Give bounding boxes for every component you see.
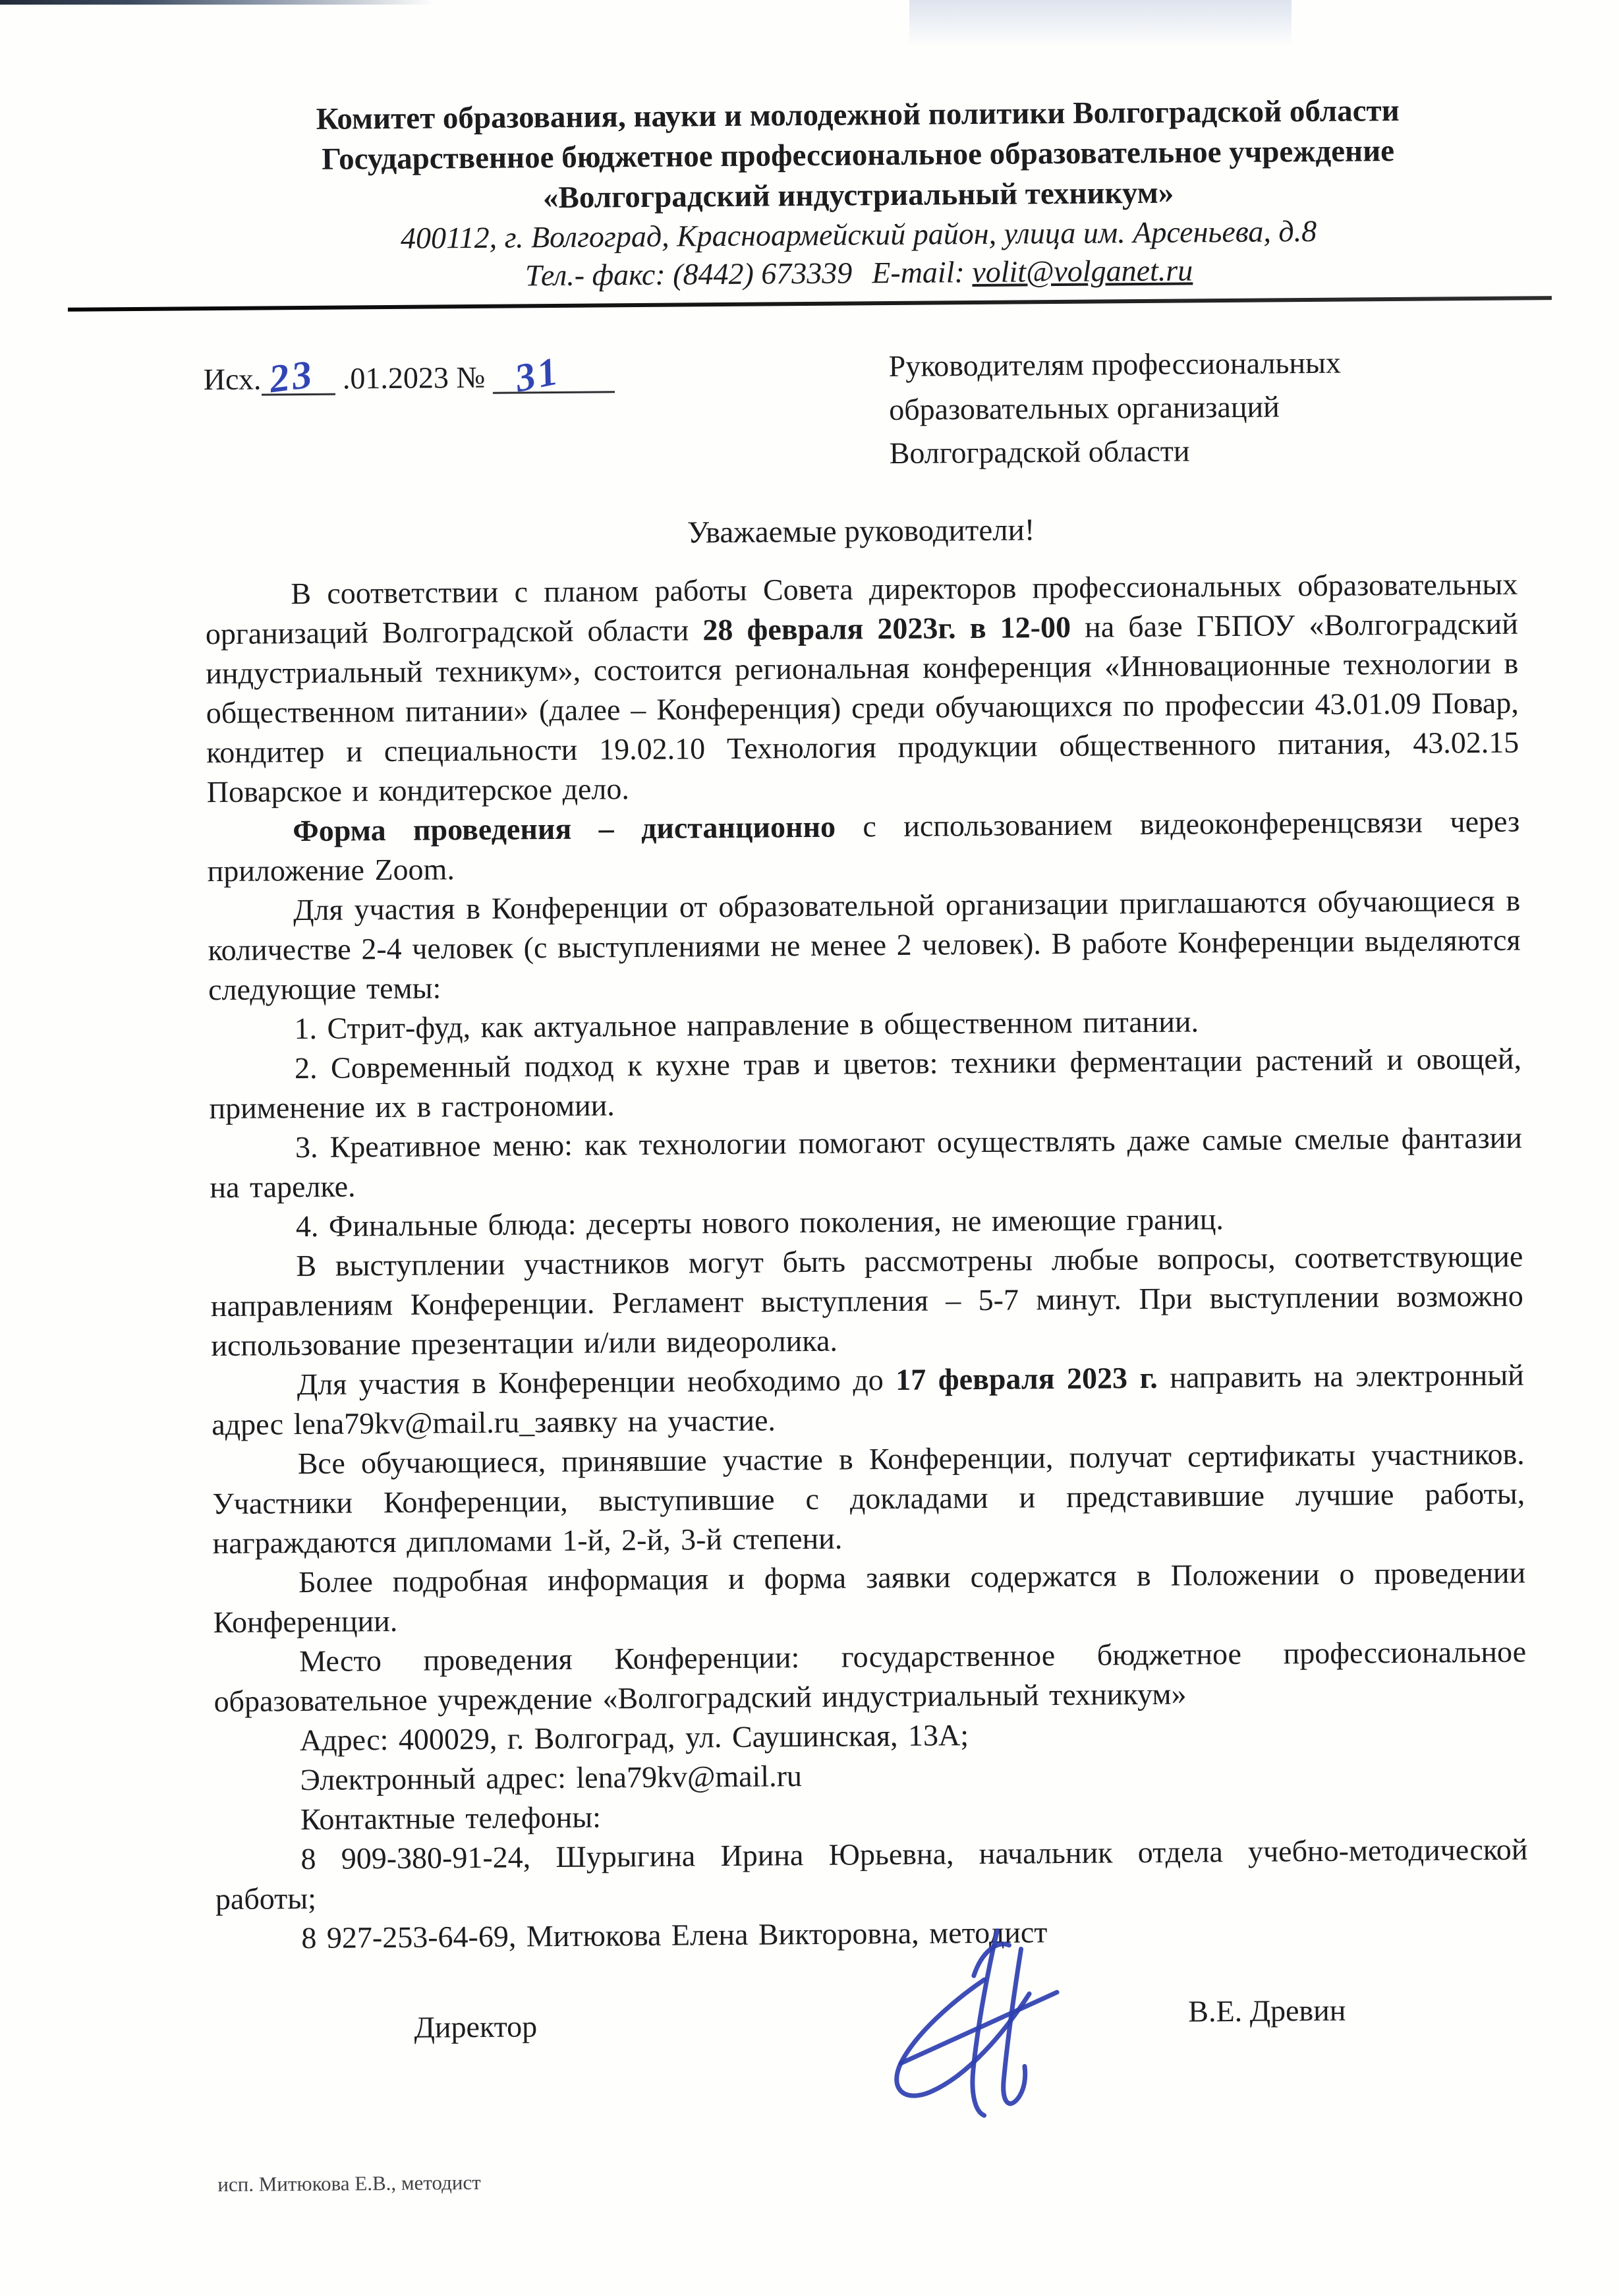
handwritten-day: 23 xyxy=(266,352,317,401)
body-paragraph-8: Место проведения Конференции: государственное бюджетное профессиональное образовательное учреждение «Волгоградский индустриальный техникум» xyxy=(213,1634,1527,1719)
letterhead-org-line-2: Государственное бюджетное профессиональное образовательное учреждение xyxy=(322,133,1395,177)
body-paragraph-3: Для участия в Конференции от образовательной организации приглашаются обучающиеся в количестве 2-4 человек (с выступлениями не менее 2 человек). В работе Конференции выделяются следующие темы: xyxy=(208,883,1521,1007)
body-phone-2: 8 927-253-64-69, Митюкова Елена Викторовна, методист xyxy=(301,1915,1048,1955)
letterhead-divider xyxy=(68,296,1552,312)
body-paragraph-6: Все обучающиеся, принявшие участие в Конференции, получат сертификаты участников. Участники Конференции, выступившие с докладами и представившие лучшие работы, награждаются дипломами 1-й, 2-й, 3-й степени. xyxy=(212,1437,1525,1561)
body-phone-1: 8 909-380-91-24, Шурыгина Ирина Юрьевна, начальник отдела учебно-методической работы; xyxy=(215,1832,1528,1916)
addressee-block xyxy=(888,341,1342,475)
body-paragraph-5: Для участия в Конференции необходимо до 17 февраля 2023 г. направить на электронный адрес lena79kv@mail.ru_заявку на участие. xyxy=(212,1358,1524,1442)
body-paragraph-1: В соответствии с планом работы Совета директоров профессиональных образовательных организаций Волгоградской области 28 февраля 2023г. в 12-00 на базе ГБПОУ «Волгоградский индустриальный техникум», состоится региональная конференция «Инновационные технологии в общественном питании» (далее – Конференция) среди обучающихся по профессии 43.01.09 Повар, кондитер и специальности 19.02.10 Технология продукции общественного питания, 43.02.15 Поварское и кондитерское дело. xyxy=(205,567,1520,809)
letterhead-org-line-3: «Волгоградский индустриальный техникум» xyxy=(542,175,1174,215)
outgoing-ref-line xyxy=(203,349,615,401)
signer-name: В.Е. Древин xyxy=(1188,1993,1346,2028)
executor-note: исп. Митюкова Е.В., методист xyxy=(217,2170,481,2196)
letterhead-email-label: E-mail: xyxy=(872,255,973,290)
letterhead-email-link: volit@volganet.ru xyxy=(972,253,1193,289)
ref-number-blank xyxy=(493,349,615,401)
letterhead xyxy=(201,90,1515,298)
letterhead-org-line-1: Комитет образования, науки и молодежной политики Волгоградской области xyxy=(316,93,1400,136)
reference-and-addressee-row xyxy=(203,340,1517,492)
body-paragraph-4: В выступлении участников могут быть рассмотрены любые вопросы, соответствующие направлениям Конференции. Регламент выступления – 5-7 минут. При выступлении возможно использование презентации и/или видеоролика. xyxy=(210,1239,1523,1363)
body-list-item-2: 2. Современный подход к кухне трав и цветов: техники ферментации растений и овощей, применение их в гастрономии. xyxy=(209,1041,1522,1126)
addressee-line: Руководителям профессиональных xyxy=(888,345,1342,384)
ref-prefix: Исх. xyxy=(203,362,262,397)
body-list-item-1: 1. Стрит-фуд, как актуальное направление в общественном питании. xyxy=(294,1004,1199,1046)
handwritten-signature-icon xyxy=(868,1922,1087,2129)
body-list-item-3: 3. Креативное меню: как технологии помогают осуществлять даже самые смелые фантазии на тарелке. xyxy=(210,1120,1523,1205)
ref-day-blank xyxy=(261,352,335,401)
signer-position: Директор xyxy=(414,2009,538,2044)
addressee-line: образовательных организаций xyxy=(889,389,1280,427)
letterhead-address: 400112, г. Волгоград, Красноармейский район, улица им. Арсеньева, д.8 xyxy=(400,214,1317,255)
letterhead-phone: Тел.- факс: (8442) 673339 xyxy=(525,256,853,293)
letter-body xyxy=(205,565,1528,1959)
body-paragraph-7: Более подробная информация и форма заявки содержатся в Положении о проведении Конференции. xyxy=(213,1555,1526,1640)
body-paragraph-2: Форма проведения – дистанционно с использованием видеоконференцсвязи через приложение Zoom. xyxy=(207,804,1520,888)
body-email-line: Электронный адрес: lena79kv@mail.ru xyxy=(300,1759,803,1797)
body-phones-label: Контактные телефоны: xyxy=(300,1800,602,1837)
signature-block xyxy=(216,1968,1530,2143)
addressee-line: Волгоградской области xyxy=(889,434,1190,471)
salutation: Уважаемые руководители! xyxy=(687,513,1035,550)
body-list-item-4: 4. Финальные блюда: десерты нового поколения, не имеющие границ. xyxy=(295,1202,1224,1244)
body-address-line: Адрес: 400029, г. Волгоград, ул. Саушинская, 13А; xyxy=(299,1718,969,1758)
ref-middle: .01.2023 № xyxy=(335,360,493,395)
handwritten-number: 31 xyxy=(511,349,564,401)
